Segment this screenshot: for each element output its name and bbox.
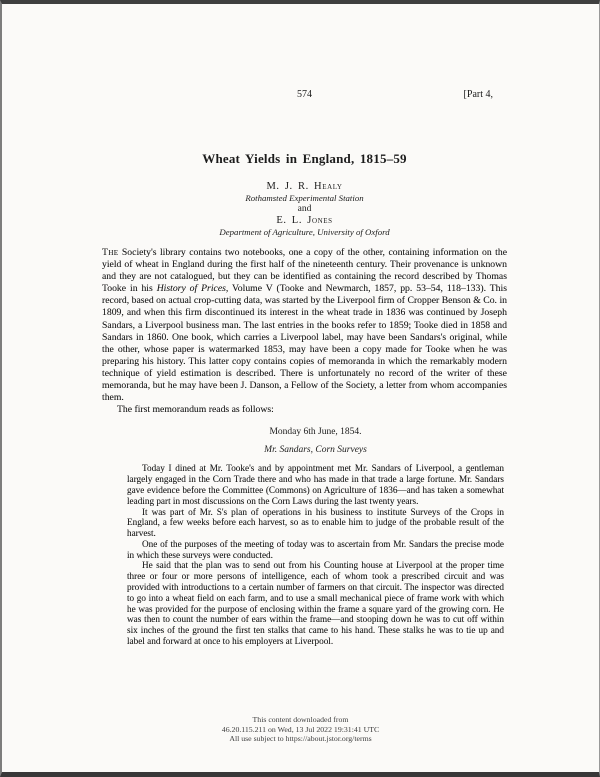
memo-paragraph-2: It was part of Mr. S's plan of operations in his business to institute Surveys of the Crops in England, a few weeks before each harvest, so as to enable him to judge of the probable result of the harvest.	[127, 506, 504, 539]
page-number: 574	[297, 89, 312, 100]
intro-text-segment: Society's library contains two notebooks, one a copy of the other, containing information on the yield of wheat in England during the first half of the nineteenth century. Their provenance is unknown and they are not catalogued, but they can be identified as containing the record described by Thomas Tooke in his	[102, 247, 507, 295]
article-title: Wheat Yields in England, 1815–59	[202, 151, 407, 166]
footer-line-3: All use subject to https://about.jstor.org/terms	[229, 734, 372, 744]
part-label: [Part 4,	[463, 89, 493, 100]
memo-date-heading: Monday 6th June, 1854.	[269, 427, 362, 438]
book-title-italic: History of Prices,	[156, 283, 229, 295]
author-name-2: E. L. Jones	[276, 215, 333, 226]
author-block	[102, 181, 507, 238]
footer-line-2: 46.20.115.211 on Wed, 13 Jul 2022 19:31:41 UTC	[221, 724, 380, 734]
intro-paragraph-2: The first memorandum reads as follows:	[117, 404, 274, 416]
authors-connector: and	[297, 204, 312, 214]
article-body	[102, 247, 507, 647]
author-name-1: M. J. R. Healy	[266, 181, 343, 192]
intro-paragraph-1	[102, 247, 507, 404]
lead-word-smallcaps: The	[102, 247, 119, 258]
page-content-column	[102, 4, 507, 647]
memo-subject-heading: Mr. Sandars, Corn Surveys	[264, 445, 367, 456]
author-affiliation-1: Rothamsted Experimental Station	[245, 193, 364, 203]
jstor-download-footer	[2, 715, 599, 744]
memo-paragraph-3: One of the purposes of the meeting of today was to ascertain from Mr. Sandars the precise mode in which these surveys were conducted.	[127, 538, 504, 560]
footer-line-1: This content downloaded from	[252, 715, 349, 725]
memo-paragraph-4: He said that the plan was to send out from his Counting house at Liverpool at the proper time three or four or more persons of intelligence, each of whom took a prescribed circuit and was provided with introductions to a certain number of farmers on that circuit. The inspector was directed to go into a wheat field on each farm, and to use a small mechanical piece of frame work with which he was provided for the purpose of enclosing within the frame a square yard of the growing corn. He was then to count the number of ears within the frame—and stooping down he was to cut off within six inches of the ground the first ten stalks that came to his hand. These stalks he was to tie up and label and forward at once to his employers at Liverpool.	[127, 560, 504, 647]
running-header	[102, 88, 507, 101]
author-affiliation-2: Department of Agriculture, University of Oxford	[219, 227, 390, 237]
intro-text-segment: Volume V (Tooke and Newmarch, 1857, pp. 53–54, 118–133). This record, based on actual crop-cutting data, was started by the Liverpool firm of Cropper Benson & Co. in 1809, and when this firm discontinued its interest in the wheat trade in 1836 was continued by Joseph Sandars, a Liverpool business man. The last entries in the books refer to 1859; Tooke died in 1858 and Sandars in 1860. One book, which carries a Liverpool label, may have been Sandars's original, while the other, whose paper is watermarked 1853, may have been a copy made for Tooke when he was preparing his history. This latter copy contains copies of memoranda in which the remarkably modern technique of yield estimation is described. There is unfortunately no record of the writer of these memoranda, but he may have been J. Danson, a Fellow of the Society, a letter from whom accompanies them.	[102, 283, 507, 404]
memo-paragraph-1: Today I dined at Mr. Tooke's and by appointment met Mr. Sandars of Liverpool, a gentleman largely engaged in the Corn Trade there and who has made in that trade a large fortune. Mr. Sandars gave evidence before the Committee (Commons) on Agriculture of 1836—and has taken a somewhat leading part in most discussions on the Corn Laws during the last twenty years.	[127, 463, 504, 506]
memorandum-block	[127, 426, 504, 647]
